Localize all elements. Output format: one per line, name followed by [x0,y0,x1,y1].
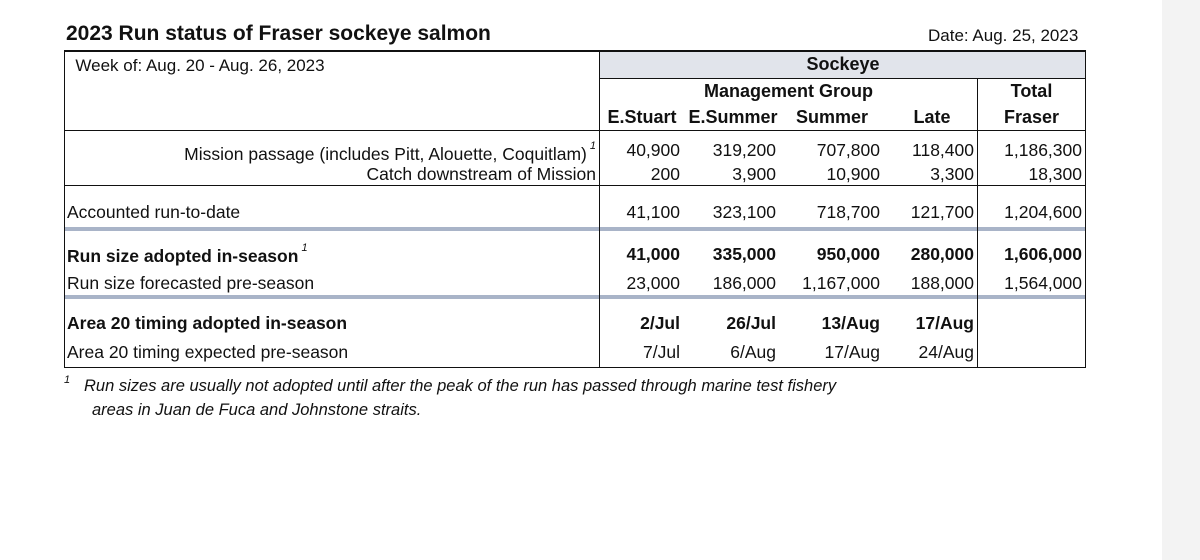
rule-bottom [64,367,1086,368]
cell-forecast-estuart: 23,000 [626,273,680,293]
cell-forecast-summer: 1,167,000 [802,273,880,293]
rule-right [1085,50,1086,368]
footnote-ref: 1 [301,242,308,254]
cell-timing-adopted-estuart: 2/Jul [640,313,680,333]
week-of-text: Week of: Aug. 20 - Aug. 26, 2023 [75,56,325,75]
footnote-text [84,374,836,422]
footnote-ref: 1 [589,140,596,152]
management-group-header: Management Group [703,81,873,101]
col-header-estuart: E.Stuart [607,107,677,127]
cell-accounted-esummer: 323,100 [712,202,776,222]
cell-mission-total: 1,186,300 [1004,140,1082,160]
page-margin-strip [1162,0,1200,560]
week-of [64,56,600,76]
cell-timing-expected-estuart: 7/Jul [643,342,680,362]
col-header-esummer: E.Summer [688,107,778,127]
cell-mission-estuart: 40,900 [626,140,680,160]
cell-adopted-esummer: 335,000 [712,244,776,264]
report-date: Date: Aug. 25, 2023 [928,26,1079,45]
cell-catch-summer: 10,900 [826,164,880,184]
rule-header-bottom [64,130,1086,131]
cell-timing-adopted-summer: 13/Aug [821,313,880,333]
cell-mission-esummer: 319,200 [712,140,776,160]
cell-forecast-total: 1,564,000 [1004,273,1082,293]
cell-adopted-summer: 950,000 [816,244,880,264]
cell-catch-late: 3,300 [930,164,974,184]
footnote-number: 1 [64,374,71,386]
cell-adopted-total: 1,606,000 [1004,244,1082,264]
cell-mission-late: 118,400 [912,140,974,160]
cell-timing-adopted-late: 17/Aug [915,313,974,333]
cell-timing-expected-summer: 17/Aug [824,342,880,362]
row-label-timing-expected: Area 20 timing expected pre-season [67,342,349,362]
cell-timing-adopted-esummer: 26/Jul [726,313,776,333]
rule-top [64,50,1086,52]
col-header-summer: Summer [795,107,869,127]
cell-catch-esummer: 3,900 [732,164,776,184]
cell-forecast-late: 188,000 [910,273,974,293]
row-label-mission-passage [64,140,596,164]
cell-timing-expected-late: 24/Aug [918,342,974,362]
cell-catch-total: 18,300 [1028,164,1082,184]
cell-adopted-estuart: 41,000 [626,244,680,264]
row-label-run-size-forecasted: Run size forecasted pre-season [67,273,315,293]
separator-1 [64,227,1086,231]
run-status-table [64,50,1086,368]
species-header: Sockeye [806,54,880,74]
row-label-run-size-adopted [67,242,308,266]
footnote-line-2: areas in Juan de Fuca and Johnstone straits. [92,401,422,419]
col-header-late: Late [913,107,951,127]
cell-adopted-late: 280,000 [910,244,974,264]
separator-2 [64,295,1086,299]
cell-timing-expected-esummer: 6/Aug [730,342,776,362]
cell-mission-summer: 707,800 [816,140,880,160]
row-label-text: Mission passage (includes Pitt, Alouette, Coquitlam) [184,143,587,164]
row-label-timing-adopted: Area 20 timing adopted in-season [67,313,348,333]
cell-accounted-late: 121,700 [910,202,974,222]
total-header-top: Total [1010,81,1053,101]
cell-accounted-estuart: 41,100 [626,202,680,222]
cell-catch-estuart: 200 [650,164,680,184]
total-header-bottom: Fraser [1003,107,1060,127]
rule-left [64,50,65,368]
rule-mission-bottom [64,185,1086,186]
row-label-accounted: Accounted run-to-date [67,202,241,222]
cell-accounted-total: 1,204,600 [1004,202,1082,222]
row-label-catch-downstream: Catch downstream of Mission [366,164,596,184]
cell-accounted-summer: 718,700 [816,202,880,222]
footnote-line-1: Run sizes are usually not adopted until after the peak of the run has passed through marine test fishery [84,377,837,395]
cell-forecast-esummer: 186,000 [712,273,776,293]
row-label-text: Run size adopted in-season [67,245,299,266]
rule-species [600,78,1086,79]
page-title: 2023 Run status of Fraser sockeye salmon [66,22,491,45]
